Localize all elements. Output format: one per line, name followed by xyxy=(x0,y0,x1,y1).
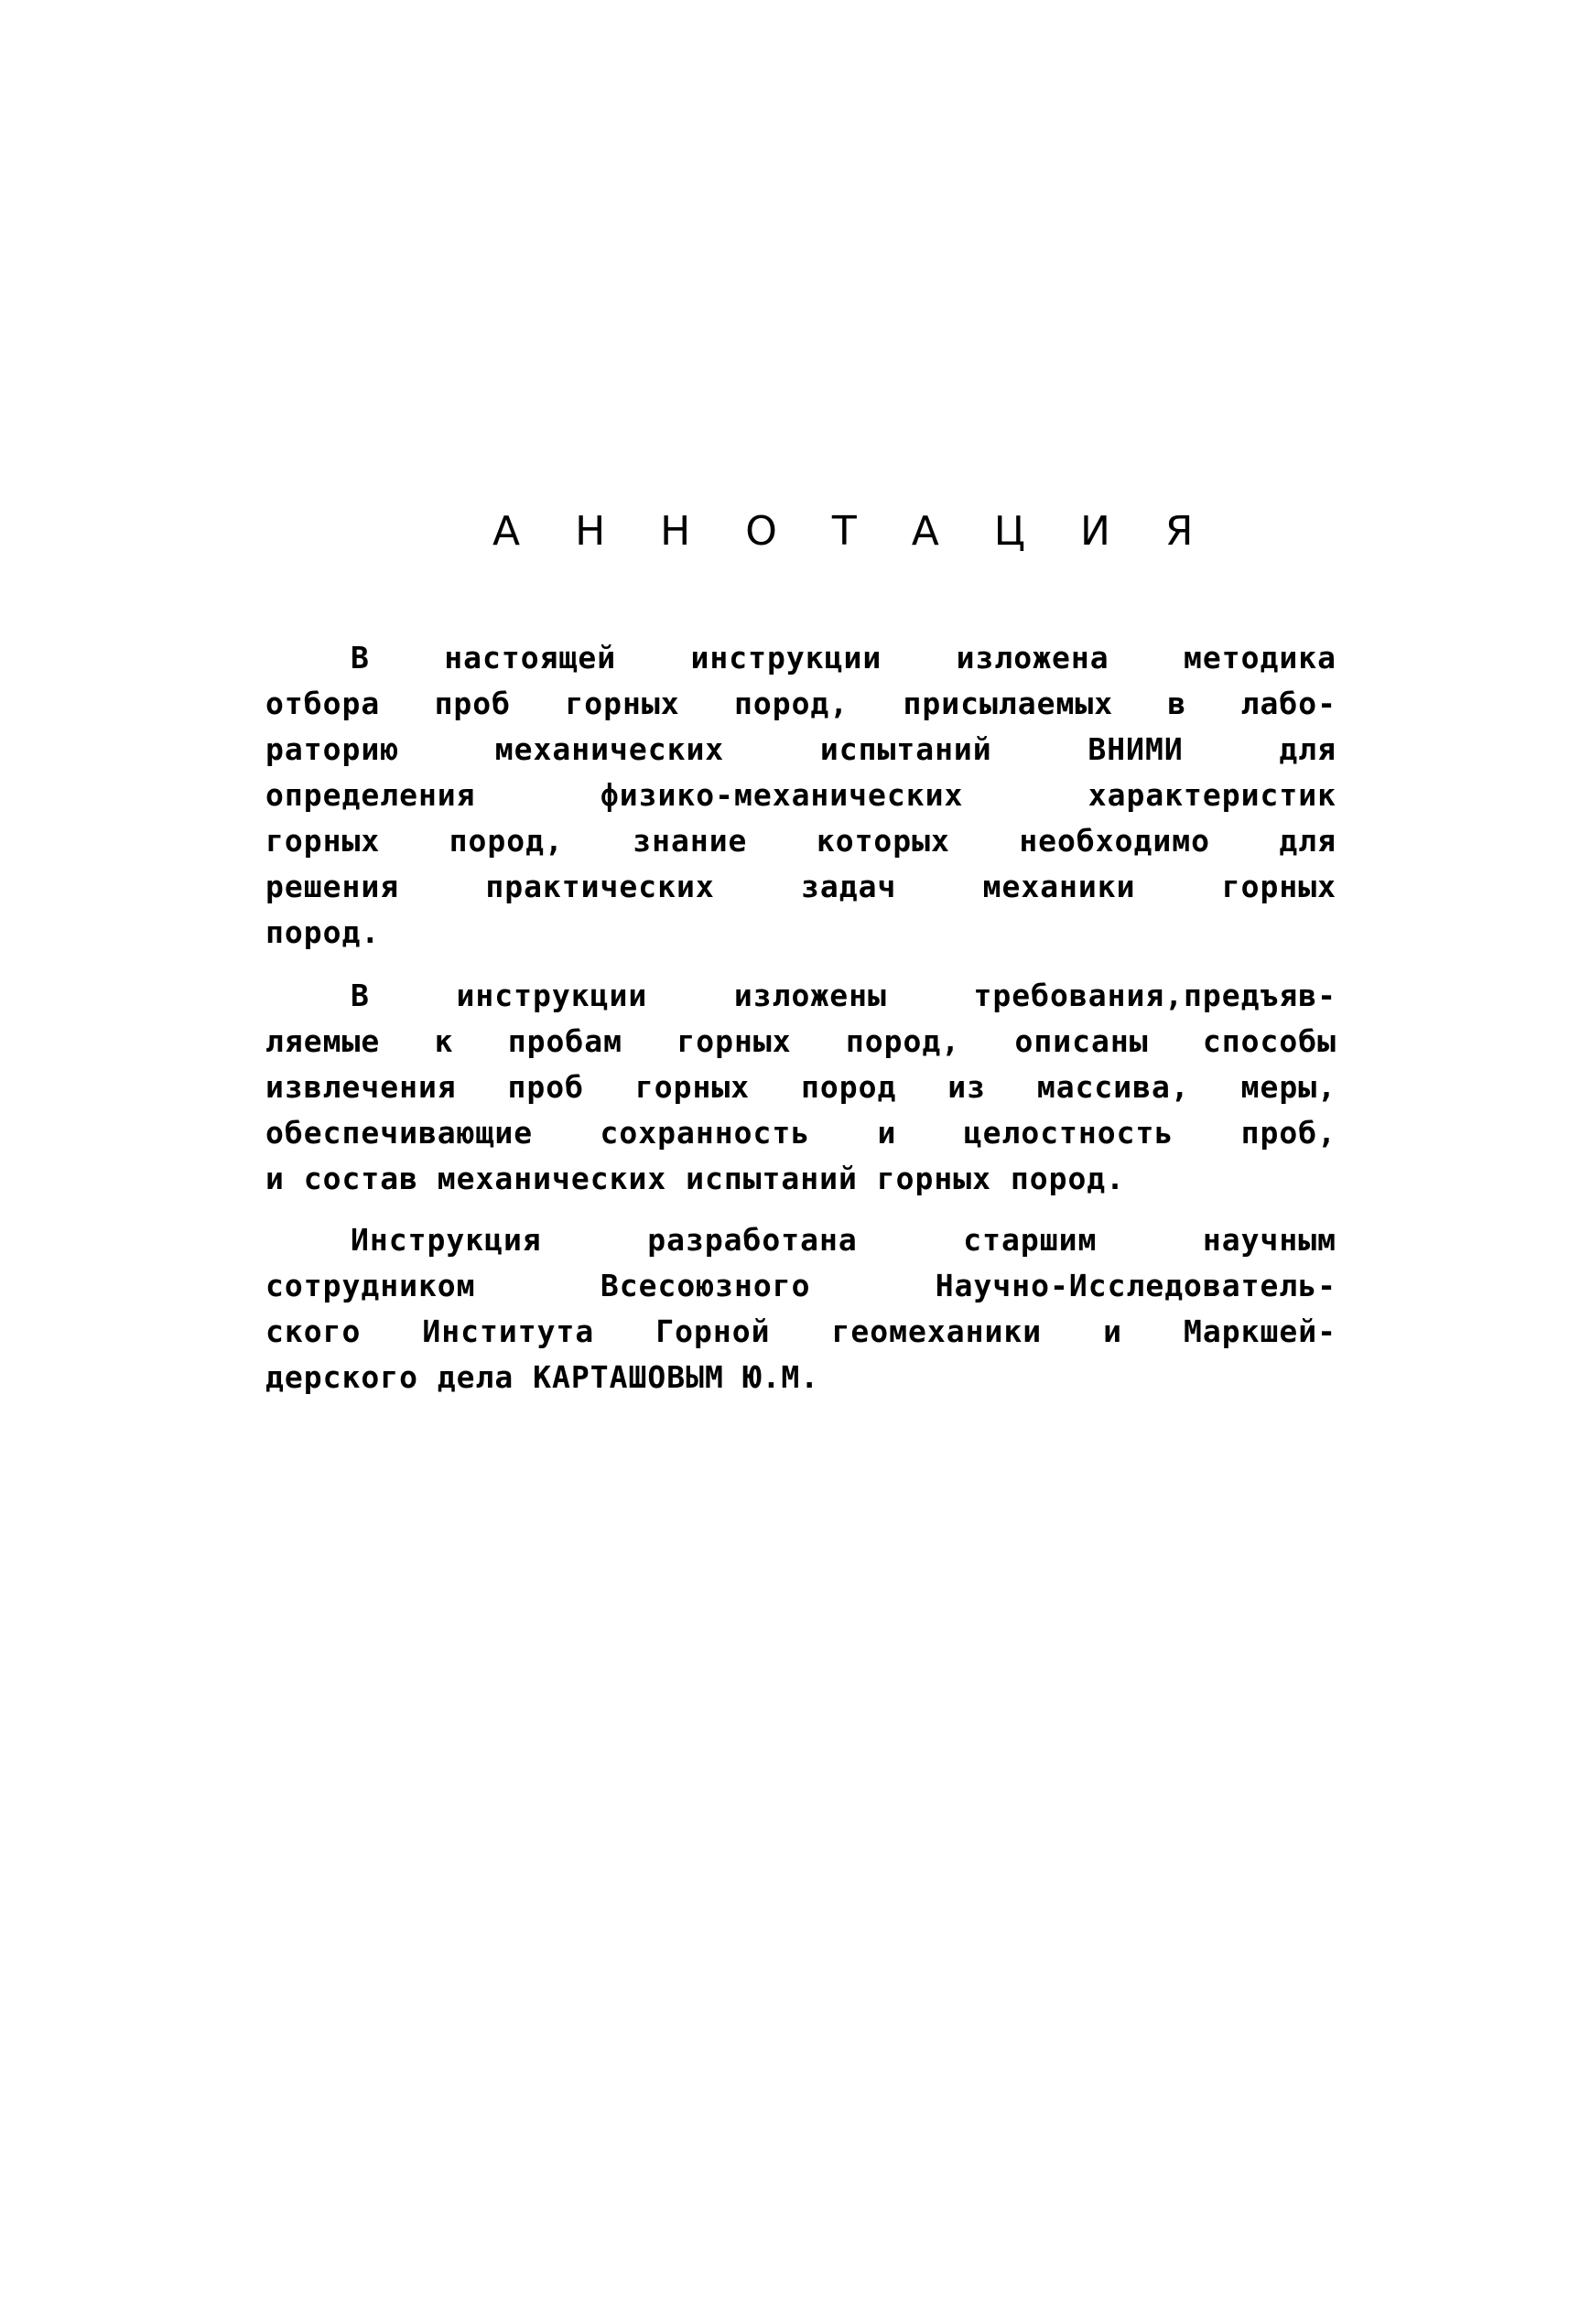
paragraph-line: В настоящей инструкции изложена методика xyxy=(351,640,1336,676)
annotation-title: А Н Н О Т А Ц И Я xyxy=(492,508,1215,555)
paragraph-line: раторию механических испытаний ВНИМИ для xyxy=(265,731,1336,767)
paragraph-line: дерского дела КАРТАШОВЫМ Ю.М. xyxy=(265,1359,820,1395)
paragraph-line: решения практических задач механики горных xyxy=(265,869,1336,904)
paragraph-line: ского Института Горной геомеханики и Маркшей- xyxy=(265,1313,1336,1349)
paragraph-line: отбора проб горных пород, присылаемых в лабо- xyxy=(265,686,1336,721)
paragraph-method-description xyxy=(265,635,1336,956)
paragraph-line: ляемые к пробам горных пород, описаны способы xyxy=(265,1023,1336,1059)
paragraph-line: обеспечивающие сохранность и целостность проб, xyxy=(265,1115,1336,1151)
paragraph-requirements xyxy=(265,973,1336,1202)
paragraph-line: горных пород, знание которых необходимо для xyxy=(265,823,1336,859)
paragraph-line: сотрудником Всесоюзного Научно-Исследователь- xyxy=(265,1268,1336,1303)
paragraph-line: Инструкция разработана старшим научным xyxy=(351,1222,1336,1258)
paragraph-line: пород. xyxy=(265,914,381,950)
paragraph-author xyxy=(265,1217,1336,1400)
paragraph-line: извлечения проб горных пород из массива, меры, xyxy=(265,1069,1336,1105)
paragraph-line: определения физико-механических характеристик xyxy=(265,777,1336,813)
paragraph-line: и состав механических испытаний горных пород. xyxy=(265,1161,1126,1196)
paragraph-line: В инструкции изложены требования,предъяв- xyxy=(351,978,1336,1013)
